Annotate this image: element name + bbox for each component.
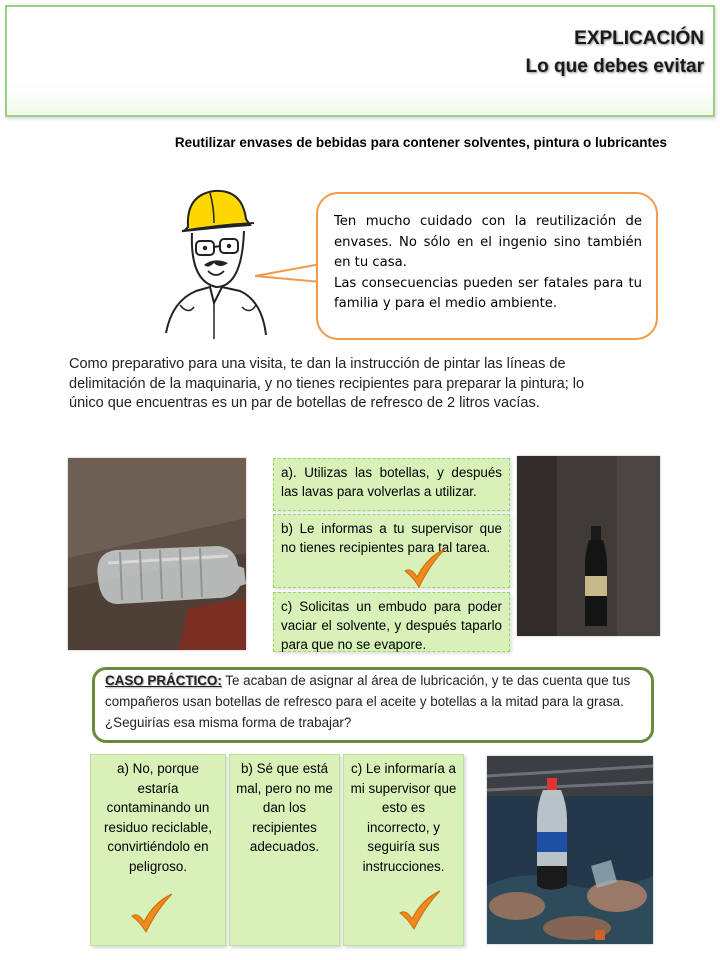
answer-a: a) No, porque estaría contaminando un residuo reciclable, convirtiéndolo en peligroso. — [90, 754, 226, 946]
answer-b: b) Sé que está mal, pero no me dan los recipientes adecuados. — [229, 754, 340, 946]
header-subtitle: Lo que debes evitar — [525, 56, 704, 77]
header-title: EXPLICACIÓN — [574, 28, 704, 49]
case-study-text: Te acaban de asignar al área de lubricación, y te das cuenta que tus compañeros usan botellas de refresco para el aceite y botellas a la mitad para la grasa. ¿Seguirías esa misma forma de trabajar? — [105, 673, 631, 730]
speech-bubble-tail — [255, 260, 321, 284]
option-b: b) Le informas a tu supervisor que no tienes recipientes para tal tarea. — [273, 514, 510, 588]
photo-dark-bottle — [517, 456, 660, 636]
case-study-box — [92, 667, 654, 743]
checkmark-icon — [130, 892, 174, 934]
option-c: c) Solicitas un embudo para poder vaciar el solvente, y después taparlo para que no se evapore. — [273, 592, 510, 652]
answer-c: c) Le informaría a mi supervisor que esto es incorrecto, y seguiría sus instrucciones. — [343, 754, 464, 946]
case-study-label: CASO PRÁCTICO: — [105, 673, 222, 688]
intro-text: Como preparativo para una visita, te dan la instrucción de pintar las líneas de delimitación de la maquinaria, y no tienes recipientes para preparar la pintura; lo único que encuentras es un par de botellas de refresco de 2 litros vacías. — [69, 356, 585, 411]
option-a: a). Utilizas las botellas, y después las lavas para volverlas a utilizar. — [273, 458, 510, 511]
speech-bubble — [316, 192, 658, 340]
photo-soda-bottle-oil — [487, 756, 653, 944]
photo-plastic-bottle — [68, 458, 246, 650]
checkmark-icon — [398, 889, 442, 931]
checkmark-icon — [403, 547, 447, 589]
speech-paragraph-1: Ten mucho cuidado con la reutilización de envases. No sólo en el ingenio sino también en tu casa. — [334, 214, 642, 270]
section-title: Reutilizar envases de bebidas para contener solventes, pintura o lubricantes — [174, 135, 667, 150]
speech-paragraph-2: Las consecuencias pueden ser fatales para tu familia y para el medio ambiente. — [334, 275, 642, 311]
